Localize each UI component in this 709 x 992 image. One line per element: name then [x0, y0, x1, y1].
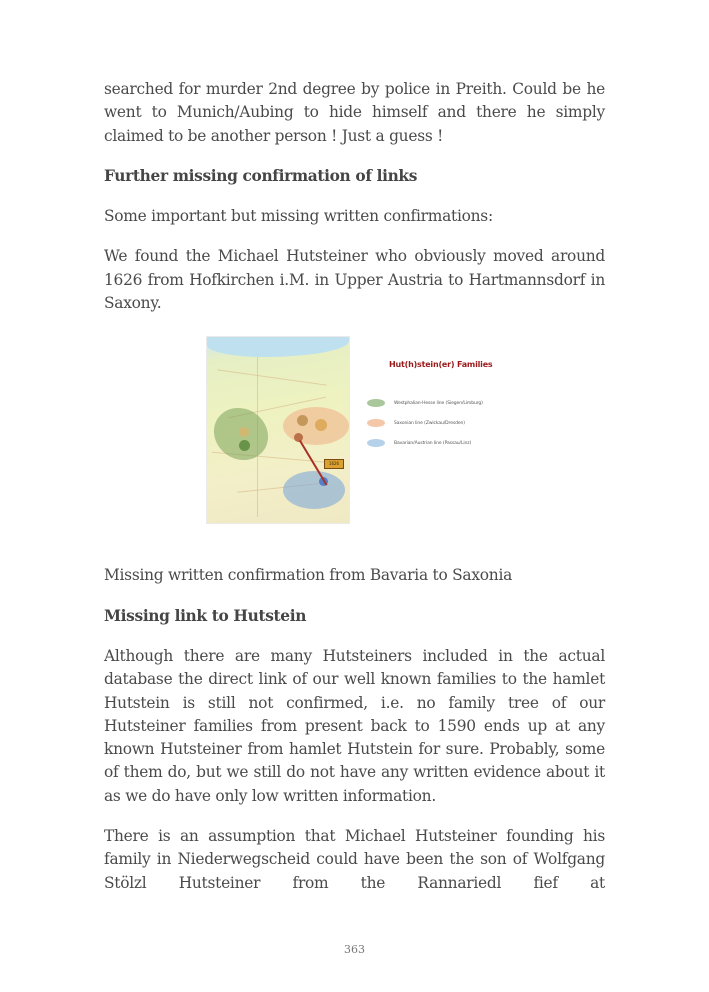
legend-swatch-orange-icon — [367, 419, 385, 427]
paragraph-michael-hutsteiner-moved: We found the Michael Hutsteiner who obviously moved around 1626 from Hofkirchen i.M. in Upper Austria to Hartmannsdorf in Saxony. — [104, 247, 605, 313]
legend-label: Saxonian line (Zwickau/Dresden) — [394, 420, 465, 426]
paragraph-hutsteiners-database: Although there are many Hutsteiners included in the actual database the direct link of our well known families to the hamlet Hutstein is still not confirmed, i.e. no family tree of our Hutsteiner families from present back to 1590 ends up at any known Hutsteiner from hamlet Hutstein for sure. Probably, some of them do, but we still do not have any written evidence about it as we do have only low written information. — [104, 646, 605, 805]
document-page — [104, 78, 605, 912]
page-number: 363 — [344, 943, 365, 956]
map-legend — [367, 360, 517, 453]
heading-missing-link-hutstein: Missing link to Hutstein — [104, 606, 307, 625]
legend-label: Bavarian/Austrian line (Passau/Linz) — [394, 440, 472, 446]
paragraph-missing-confirmations-intro: Some important but missing written confirmations: — [104, 207, 493, 226]
map-road — [217, 370, 326, 386]
figure-caption: Missing written confirmation from Bavaria to Saxonia — [104, 566, 513, 585]
paragraph-assumption-michael: There is an assumption that Michael Hutsteiner founding his family in Niederwegscheid could have been the son of Wolfgang Stölzl Hutsteiner from the Rannariedl fief at — [104, 827, 605, 892]
bavarian-region — [283, 471, 345, 509]
paragraph-murder-search: searched for murder 2nd degree by police in Preith. Could be he went to Munich/Aubing to hide himself and there he simply claimed to be another person ! Just a guess ! — [104, 80, 605, 145]
migration-year-label: 1626 — [324, 459, 344, 469]
map-sea — [207, 337, 349, 357]
map-figure — [104, 332, 605, 564]
legend-swatch-green-icon — [367, 399, 385, 407]
legend-item-westphalian — [367, 393, 517, 413]
legend-item-saxonian — [367, 413, 517, 433]
legend-label: Westphalian-Hesse line (Siegen/Limburg) — [394, 400, 483, 406]
germany-map-image — [206, 336, 350, 524]
legend-item-bavarian — [367, 433, 517, 453]
heading-further-missing-confirmation: Further missing confirmation of links — [104, 166, 418, 185]
legend-swatch-blue-icon — [367, 439, 385, 447]
legend-title: Hut(h)stein(er) Families — [389, 360, 493, 370]
